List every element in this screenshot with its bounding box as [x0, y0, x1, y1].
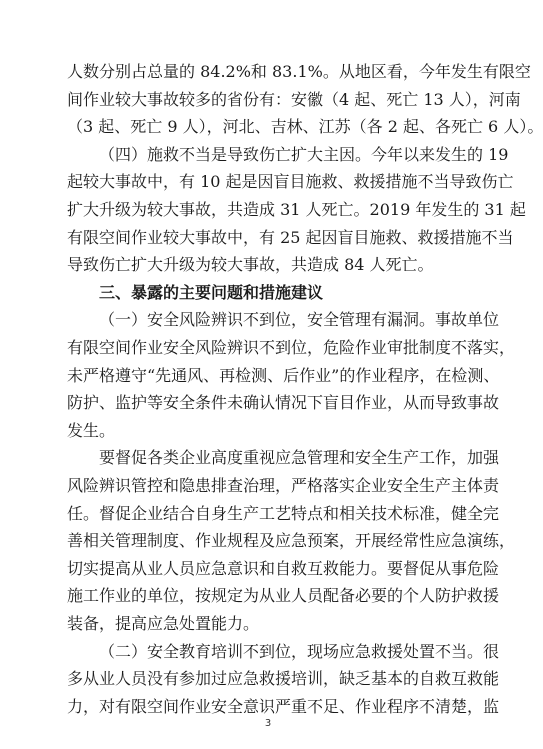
text-line: 人数分别占总量的 84.2%和 83.1%。从地区看，今年发生有限空 [67, 62, 531, 81]
text-line: 要督促各类企业高度重视应急管理和安全生产工作，加强 [99, 448, 500, 468]
text-line: 装备，提高应急处置能力。 [67, 614, 260, 633]
text-line: 扩大升级为较大事故，共造成 31 人死亡。2019 年发生的 31 起 [67, 200, 526, 219]
text-line: 风险辨识管控和隐患排查治理，严格落实企业安全生产主体责 [67, 476, 500, 495]
text-line: 间作业较大事故较多的省份有：安徽（4 起、死亡 13 人），河南 [67, 89, 521, 109]
text-line: 防护、监护等安全条件未确认情况下盲目作业，从而导致事故 [67, 393, 500, 413]
section-heading: 三、暴露的主要问题和措施建议 [99, 282, 324, 302]
text-line: （二）安全教育培训不到位，现场应急救援处置不当。很 [99, 641, 500, 661]
text-line: 多从业人员没有参加过应急救援培训，缺乏基本的自救互救能 [67, 669, 500, 689]
text-line: 有限空间作业安全风险辨识不到位，危险作业审批制度不落实， [67, 338, 516, 357]
text-line: 切实提高从业人员应急意识和自救互救能力。要督促从事危险 [67, 558, 500, 578]
text-line: 力，对有限空间作业安全意识严重不足、作业程序不清楚，监 [67, 696, 500, 716]
text-line: 任。督促企业结合自身生产工艺特点和相关技术标准，健全完 [67, 503, 500, 523]
text-line: 善相关管理制度、作业规程及应急预案，开展经常性应急演练， [67, 531, 516, 551]
text-line: （3 起、死亡 9 人），河北、吉林、江苏（各 2 起、各死亡 6 人）。 [67, 117, 543, 137]
text-line: 发生。 [67, 420, 116, 440]
text-line: 未严格遵守“先通风、再检测、后作业”的作业程序，在检测、 [67, 365, 500, 385]
text-line: 施工作业的单位，按规定为从业人员配备必要的个人防护救援 [67, 586, 500, 606]
text-line: 起较大事故中，有 10 起是因盲目施救、救援措施不当导致伤亡 [67, 172, 514, 192]
text-line: （四）施救不当是导致伤亡扩大主因。今年以来发生的 19 [99, 144, 509, 164]
page-number: 3 [264, 718, 272, 729]
text-line: 导致伤亡扩大升级为较大事故，共造成 84 人死亡。 [67, 255, 434, 275]
text-line: 有限空间作业较大事故中，有 25 起因盲目施救、救援措施不当 [67, 227, 514, 247]
text-line: （一）安全风险辨识不到位，安全管理有漏洞。事故单位 [99, 310, 500, 330]
